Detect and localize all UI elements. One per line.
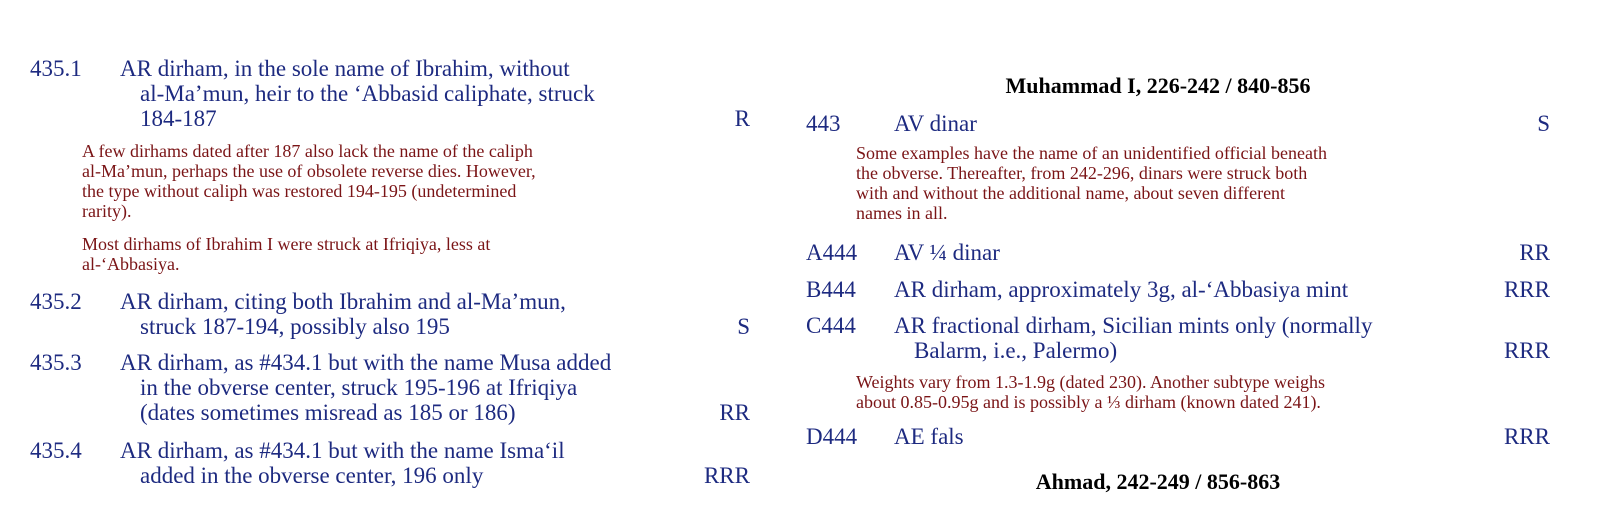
rarity-label: RR	[719, 400, 750, 425]
entry-number: D444	[806, 424, 858, 449]
rarity-label: S	[1537, 111, 1550, 136]
entry-note: Weights vary from 1.3-1.9g (dated 230). Another subtype weighs about 0.85-0.95g and is possibly a ⅓ dirham (known dated 241).	[856, 372, 1325, 412]
entry-description: AR fractional dirham, Sicilian mints only (normally Balarm, i.e., Palermo)	[894, 313, 1373, 363]
rarity-label: RRR	[703, 463, 750, 488]
entry-number: 435.3	[30, 350, 82, 375]
entry-description: AR dirham, approximately 3g, al-‘Abbasiya mint	[894, 277, 1349, 302]
rarity-label: RRR	[1503, 277, 1550, 302]
rarity-label: RRR	[1503, 424, 1550, 449]
entry-note: Most dirhams of Ibrahim I were struck at Ifriqiya, less at al-‘Abbasiya.	[82, 234, 491, 274]
entry-number: 435.1	[30, 56, 82, 81]
entry-number: B444	[806, 277, 856, 302]
entry-number: A444	[806, 240, 858, 265]
entry-number: 443	[806, 111, 841, 136]
entry-number: 435.4	[30, 438, 82, 463]
entry-number: 435.2	[30, 289, 82, 314]
entry-number: C444	[806, 313, 856, 338]
entry-note: A few dirhams dated after 187 also lack the name of the caliph al-Ma’mun, perhaps the use of obsolete reverse dies. However, the type without caliph was restored 194-195 (undetermined rarity).	[82, 141, 536, 221]
left-column	[30, 0, 750, 507]
section-heading: Muhammad I, 226-242 / 840-856	[1005, 73, 1311, 98]
section-heading: Ahmad, 242-249 / 856-863	[1035, 469, 1281, 494]
right-column	[806, 0, 1550, 507]
rarity-label: RRR	[1503, 338, 1550, 363]
entry-description: AR dirham, as #434.1 but with the name Musa added in the obverse center, struck 195-196 at Ifriqiya (dates sometimes misread as 185 or 186)	[120, 350, 612, 425]
rarity-label: R	[734, 106, 750, 131]
entry-note: Some examples have the name of an unidentified official beneath the obverse. Thereafter, from 242-296, dinars were struck both with and without the additional name, about seven different names in all.	[856, 143, 1327, 223]
entry-description: AR dirham, in the sole name of Ibrahim, without al-Ma’mun, heir to the ‘Abbasid caliphate, struck 184-187	[120, 56, 595, 131]
entry-description: AR dirham, citing both Ibrahim and al-Ma’mun, struck 187-194, possibly also 195	[120, 289, 566, 339]
rarity-label: RR	[1519, 240, 1550, 265]
entry-description: AE fals	[894, 424, 964, 449]
entry-description: AR dirham, as #434.1 but with the name Isma‘il added in the obverse center, 196 only	[120, 438, 565, 488]
rarity-label: S	[737, 314, 750, 339]
entry-description: AV ¼ dinar	[894, 240, 1000, 265]
entry-description: AV dinar	[894, 111, 977, 136]
